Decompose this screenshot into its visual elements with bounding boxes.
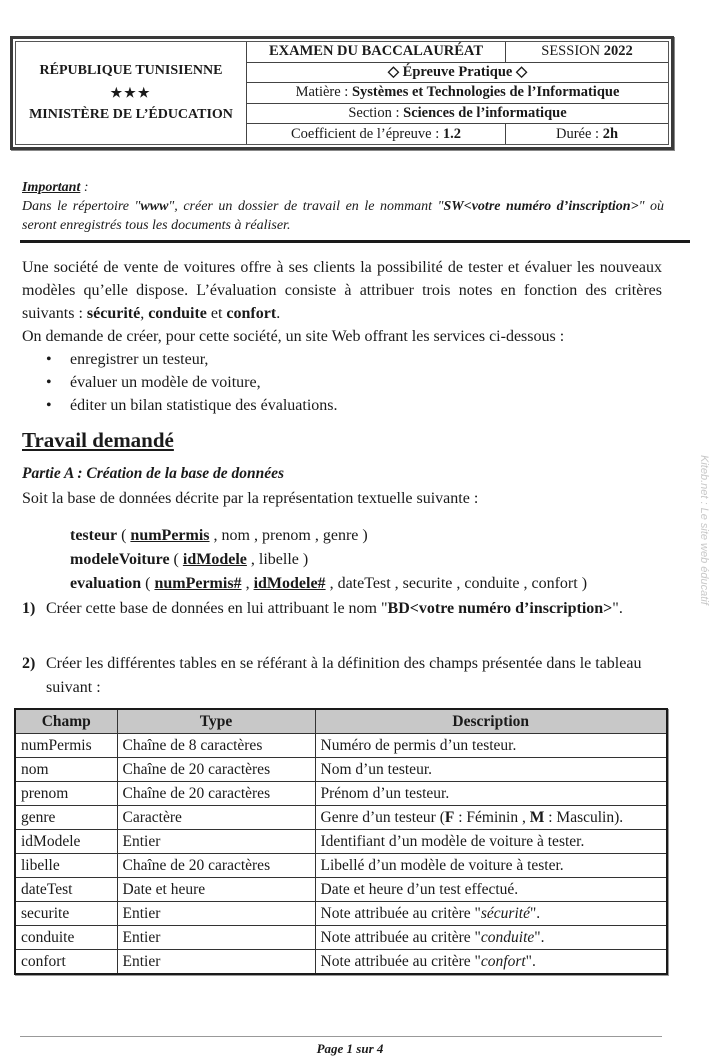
- section-row: [247, 104, 668, 125]
- part-a-title: Partie A : Création de la base de données: [22, 465, 285, 482]
- cell-champ: confort: [15, 950, 117, 975]
- important-text: Dans le répertoire "www", créer un dossier de travail en le nommant "SW<votre numéro d’inscription>" où seront enregistrés tous les documents à réaliser.: [22, 199, 664, 233]
- criterion-confort: confort: [226, 305, 277, 322]
- foreign-key: numPermis#: [154, 575, 242, 592]
- exam-info-block: [247, 42, 668, 144]
- section-title: Travail demandé: [22, 428, 174, 452]
- table-row: [15, 806, 667, 830]
- cell-champ: dateTest: [15, 878, 117, 902]
- table-row: [15, 830, 667, 854]
- matiere-row: [247, 83, 668, 104]
- exam-header-inner: [15, 41, 669, 145]
- institution-block: [16, 42, 247, 144]
- cell-type: Entier: [117, 926, 315, 950]
- work-folder-name: SW<votre numéro d’inscription>: [443, 199, 639, 214]
- cell-champ: numPermis: [15, 734, 117, 758]
- exam-title: EXAMEN DU BACCALAURÉAT: [247, 42, 506, 62]
- section-value: Sciences de l’informatique: [403, 105, 567, 122]
- table-row: [15, 950, 667, 975]
- cell-type: Date et heure: [117, 878, 315, 902]
- table-row: [15, 854, 667, 878]
- question-text: Créer les différentes tables en se référant à la définition des champs présentée dans le tableau suivant :: [46, 655, 642, 696]
- foreign-key: idModele#: [253, 575, 326, 592]
- intro-paragraph: Une société de vente de voitures offre à ses clients la possibilité de tester et évaluer les nouveaux modèles qu’elle dispose. L’évaluation consiste à attribuer trois notes en fonction des critères suivants : sécurité, conduite et confort. On demande de créer, pour cette société, un site Web offrant les services ci-dessous :: [22, 256, 662, 348]
- session-year: 2022: [603, 43, 633, 60]
- table-row: [15, 758, 667, 782]
- cell-type: Entier: [117, 830, 315, 854]
- stars-divider: ★★★: [110, 85, 152, 100]
- duree-label: Durée :: [555, 125, 600, 142]
- important-title: Important: [22, 180, 81, 195]
- db-name: BD<votre numéro d’inscription>: [387, 600, 613, 617]
- session-cell: [506, 42, 668, 62]
- primary-key: numPermis: [130, 527, 210, 544]
- services-list: [44, 348, 338, 417]
- table-row: [15, 878, 667, 902]
- duree-value: 2h: [602, 125, 619, 142]
- question-2: [22, 652, 662, 700]
- cell-description: Note attribuée au critère "confort".: [315, 950, 667, 975]
- cell-champ: securite: [15, 902, 117, 926]
- column-header-description: Description: [315, 709, 667, 734]
- cell-description: Libellé d’un modèle de voiture à tester.: [315, 854, 667, 878]
- cell-description: Nom d’un testeur.: [315, 758, 667, 782]
- cell-description: Note attribuée au critère "conduite".: [315, 926, 667, 950]
- important-note: [22, 178, 664, 235]
- cell-description: Genre d’un testeur (F : Féminin , M : Masculin).: [315, 806, 667, 830]
- watermark: Kiteb.net : Le site web éducatif: [698, 455, 710, 605]
- section-cell: [247, 104, 668, 124]
- matiere-cell: [247, 83, 668, 103]
- criterion-securite: sécurité: [86, 305, 141, 322]
- schema-intro: Soit la base de données décrite par la représentation textuelle suivante :: [22, 490, 479, 507]
- exam-row: [247, 42, 668, 63]
- page-number: Page 1 sur 4: [316, 1041, 384, 1056]
- list-item: • enregistrer un testeur,: [44, 348, 338, 371]
- cell-type: Chaîne de 20 caractères: [117, 758, 315, 782]
- cell-description: Note attribuée au critère "sécurité".: [315, 902, 667, 926]
- cell-champ: genre: [15, 806, 117, 830]
- criterion-conduite: conduite: [148, 305, 207, 322]
- column-header-type: Type: [117, 709, 315, 734]
- question-1: [22, 597, 662, 621]
- section-divider: [20, 240, 690, 243]
- relation-modele-voiture: modeleVoiture ( idModele , libelle ): [70, 551, 309, 568]
- cell-champ: prenom: [15, 782, 117, 806]
- cell-type: Entier: [117, 950, 315, 975]
- epreuve-row: [247, 63, 668, 84]
- list-item: • évaluer un modèle de voiture,: [44, 371, 338, 394]
- coefficient-value: 1.2: [442, 125, 462, 142]
- table-row: [15, 782, 667, 806]
- cell-type: Chaîne de 20 caractères: [117, 782, 315, 806]
- matiere-value: Systèmes et Technologies de l’Informatique: [351, 84, 620, 101]
- question-number: 2): [22, 655, 36, 672]
- cell-type: Chaîne de 20 caractères: [117, 854, 315, 878]
- cell-description: Prénom d’un testeur.: [315, 782, 667, 806]
- important-colon: :: [80, 180, 89, 195]
- matiere-label: Matière :: [295, 84, 349, 101]
- ministry-name: MINISTÈRE DE L’ÉDUCATION: [29, 107, 233, 122]
- cell-champ: nom: [15, 758, 117, 782]
- column-header-champ: Champ: [15, 709, 117, 734]
- cell-description: Identifiant d’un modèle de voiture à tester.: [315, 830, 667, 854]
- country-name: RÉPUBLIQUE TUNISIENNE: [39, 63, 223, 78]
- cell-description: Date et heure d’un test effectué.: [315, 878, 667, 902]
- question-text: Créer cette base de données en lui attribuant le nom "BD<votre numéro d’inscription>".: [46, 600, 623, 617]
- services-intro: On demande de créer, pour cette société, un site Web offrant les services ci-dessous :: [22, 328, 565, 345]
- table-row: [15, 902, 667, 926]
- relation-evaluation: evaluation ( numPermis# , idModele# , dateTest , securite , conduite , confort ): [70, 575, 588, 592]
- cell-champ: idModele: [15, 830, 117, 854]
- fields-table: [14, 708, 668, 975]
- section-label: Section :: [348, 105, 400, 122]
- list-item: • éditer un bilan statistique des évaluations.: [44, 394, 338, 417]
- cell-champ: libelle: [15, 854, 117, 878]
- session-label: SESSION: [541, 43, 601, 60]
- duree-cell: [506, 124, 668, 144]
- question-number: 1): [22, 600, 36, 617]
- cell-type: Chaîne de 8 caractères: [117, 734, 315, 758]
- primary-key: idModele: [182, 551, 247, 568]
- relation-testeur: testeur ( numPermis , nom , prenom , genre ): [70, 527, 368, 544]
- table-row: [15, 926, 667, 950]
- exam-header: [10, 36, 674, 150]
- table-row: [15, 734, 667, 758]
- www-folder: www: [140, 199, 169, 214]
- epreuve-title: ◇ Épreuve Pratique ◇: [387, 63, 528, 80]
- coefficient-label: Coefficient de l’épreuve :: [290, 125, 440, 142]
- cell-champ: conduite: [15, 926, 117, 950]
- cell-type: Caractère: [117, 806, 315, 830]
- cell-type: Entier: [117, 902, 315, 926]
- db-schema: [70, 524, 587, 596]
- coefficient-cell: [247, 124, 506, 144]
- cell-description: Numéro de permis d’un testeur.: [315, 734, 667, 758]
- coef-row: [247, 124, 668, 144]
- table-header-row: [15, 709, 667, 734]
- footer-divider: [20, 1036, 662, 1037]
